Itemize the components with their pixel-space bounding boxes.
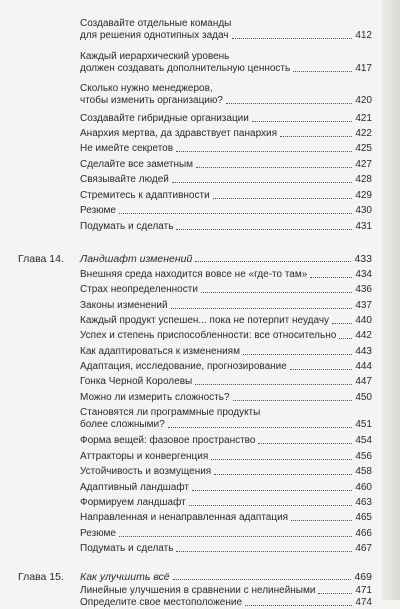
toc-entry <box>80 346 372 358</box>
dot-leader <box>119 536 352 537</box>
toc-entry <box>80 376 372 388</box>
toc-entry <box>80 300 372 312</box>
toc-entry-title: Анархия мертва, да здравствует панархия <box>80 128 278 139</box>
toc-entry <box>80 435 372 447</box>
dot-leader <box>195 384 352 385</box>
toc-entry-title: Гонка Черной Королевы <box>80 376 193 387</box>
toc-entry <box>80 543 372 555</box>
toc-entry-title: Формируем ландшафт <box>80 497 186 508</box>
toc-entry <box>80 143 372 155</box>
dot-leader <box>171 308 353 309</box>
page-number: 467 <box>355 543 372 554</box>
page-number: 463 <box>355 497 372 508</box>
toc-entry <box>80 205 372 217</box>
toc-entry <box>80 330 372 342</box>
dot-leader <box>226 103 352 104</box>
dot-leader <box>168 427 353 428</box>
page-number: 431 <box>355 221 372 232</box>
toc-entry <box>80 18 372 42</box>
toc-entry <box>80 269 372 281</box>
page-number: 429 <box>355 190 372 201</box>
dot-leader <box>258 443 352 444</box>
page-number: 428 <box>355 174 372 185</box>
chapter-title: Ландшафт изменений <box>80 253 193 265</box>
toc-entry <box>80 392 372 404</box>
page-number: 458 <box>355 466 372 477</box>
toc-entry-title: Адаптивный ландшафт <box>80 482 189 493</box>
toc-entry <box>80 51 372 75</box>
page-number: 425 <box>355 143 372 154</box>
page-number: 422 <box>355 128 372 139</box>
page-number: 469 <box>354 571 372 583</box>
dot-leader <box>214 474 352 475</box>
toc-entry <box>80 284 372 296</box>
chapter-label: Глава 14. <box>18 253 64 265</box>
dot-leader <box>243 354 352 355</box>
toc-entry-line: должен создавать дополнительную ценность <box>80 63 291 74</box>
page-number: 417 <box>355 63 372 74</box>
toc-entry-line: для решения однотипных задач <box>80 30 229 41</box>
toc-entry-title: Аттракторы и конвергенция <box>80 451 209 462</box>
dot-leader <box>290 369 352 370</box>
toc-entry-title: Устойчивость и возмущения <box>80 466 212 477</box>
toc-entry-title: Адаптация, исследование, прогнозирование <box>80 361 287 372</box>
toc-entry <box>80 159 372 171</box>
page-number: 434 <box>355 269 372 280</box>
toc-entry-title: Как адаптироваться к изменениям <box>80 346 240 357</box>
page-number: 433 <box>354 253 372 265</box>
toc-entry-title: Форма вещей: фазовое пространство <box>80 435 256 446</box>
toc-entry-title: Не имейте секретов <box>80 143 174 154</box>
dot-leader <box>195 253 351 262</box>
toc-entry-title: Законы изменений <box>80 300 168 311</box>
page-number: 456 <box>355 451 372 462</box>
dot-leader <box>192 490 352 491</box>
dot-leader <box>252 121 352 122</box>
page-number: 440 <box>355 315 372 326</box>
toc-entry <box>80 221 372 233</box>
chapter-title: Как улучшить всё <box>80 571 170 583</box>
page-number: 436 <box>355 284 372 295</box>
toc-entry <box>80 597 372 609</box>
toc-entry <box>80 315 372 327</box>
page-spine-shadow <box>382 0 400 600</box>
toc-entry-line: Сколько нужно менеджеров, <box>80 83 213 94</box>
toc-entry-title: Можно ли измерить сложность? <box>80 392 230 403</box>
dot-leader <box>119 213 352 214</box>
toc-entry <box>80 482 372 494</box>
dot-leader <box>310 277 352 278</box>
page-number: 474 <box>355 597 372 608</box>
page-number: 430 <box>355 205 372 216</box>
toc-entry-title: Резюме <box>80 528 116 539</box>
dot-leader <box>213 198 353 199</box>
dot-leader <box>176 229 352 230</box>
toc-entry <box>80 407 372 431</box>
dot-leader <box>293 71 352 72</box>
toc-entry-line: чтобы изменить организацию? <box>80 95 223 106</box>
toc-entry-title: Внешняя среда находится вовсе не «где-то там» <box>80 269 308 280</box>
page-number: 427 <box>355 159 372 170</box>
toc-entry <box>80 528 372 540</box>
toc-entry <box>80 497 372 509</box>
toc-entry-title: Подумать и сделать <box>80 221 174 232</box>
toc-entry <box>80 466 372 478</box>
dot-leader <box>318 593 352 594</box>
toc-entry-title: Подумать и сделать <box>80 543 174 554</box>
toc-entry-title: Определите свое местоположение <box>80 597 243 608</box>
dot-leader <box>211 459 352 460</box>
dot-leader <box>280 136 352 137</box>
page-number: 466 <box>355 528 372 539</box>
toc-entry-title: Связывайте людей <box>80 174 169 185</box>
dot-leader <box>176 151 352 152</box>
page-number: 444 <box>355 361 372 372</box>
dot-leader <box>189 505 353 506</box>
page-number: 454 <box>355 435 372 446</box>
toc-entry-title: Линейные улучшения в сравнении с нелинейными <box>80 585 316 596</box>
dot-leader <box>173 571 352 580</box>
dot-leader <box>291 520 352 521</box>
page-number: 465 <box>355 512 372 523</box>
chapter-label: Глава 15. <box>18 571 64 583</box>
page-number: 421 <box>355 113 372 124</box>
page-number: 460 <box>355 482 372 493</box>
dot-leader <box>201 292 352 293</box>
page-number: 443 <box>355 346 372 357</box>
page-number: 420 <box>355 95 372 106</box>
toc-entry <box>80 113 372 125</box>
toc-entry <box>80 174 372 186</box>
toc-entry-title: Страх неопределенности <box>80 284 198 295</box>
page-number: 450 <box>355 392 372 403</box>
dot-leader <box>176 551 352 552</box>
page-number: 471 <box>355 585 372 596</box>
toc-entry <box>80 585 372 597</box>
page-number: 442 <box>355 330 372 341</box>
toc-entry-line: Каждый иерархический уровень <box>80 51 230 62</box>
toc-entry-title: Резюме <box>80 205 116 216</box>
toc-entry-title: Успех и степень приспособленности: все относительно <box>80 330 337 341</box>
toc-entry-title: Каждый продукт успешен... пока не потерпит неудачу <box>80 315 330 326</box>
page-number: 451 <box>355 419 372 430</box>
dot-leader <box>339 338 352 339</box>
toc-entry-line: более сложными? <box>80 419 165 430</box>
page-number: 412 <box>355 30 372 41</box>
toc-entry-line: Становятся ли программные продукты <box>80 407 261 418</box>
dot-leader <box>172 182 352 183</box>
toc-entry <box>80 83 372 107</box>
dot-leader <box>196 167 352 168</box>
toc-entry <box>80 190 372 202</box>
dot-leader <box>232 38 353 39</box>
dot-leader <box>332 323 352 324</box>
dot-leader <box>245 605 352 606</box>
toc-entry-title: Направленная и ненаправленная адаптация <box>80 512 289 523</box>
toc-entry-title: Стремитесь к адаптивности <box>80 190 210 201</box>
toc-entry-title: Сделайте все заметным <box>80 159 194 170</box>
toc-entry-title: Создавайте гибридные организации <box>80 113 249 124</box>
toc-entry <box>80 128 372 140</box>
toc-entry-line: Создавайте отдельные команды <box>80 18 232 29</box>
toc-entry <box>80 451 372 463</box>
toc-entry <box>80 512 372 524</box>
toc-entry <box>80 361 372 373</box>
page-number: 437 <box>355 300 372 311</box>
page-number: 447 <box>355 376 372 387</box>
dot-leader <box>233 400 353 401</box>
